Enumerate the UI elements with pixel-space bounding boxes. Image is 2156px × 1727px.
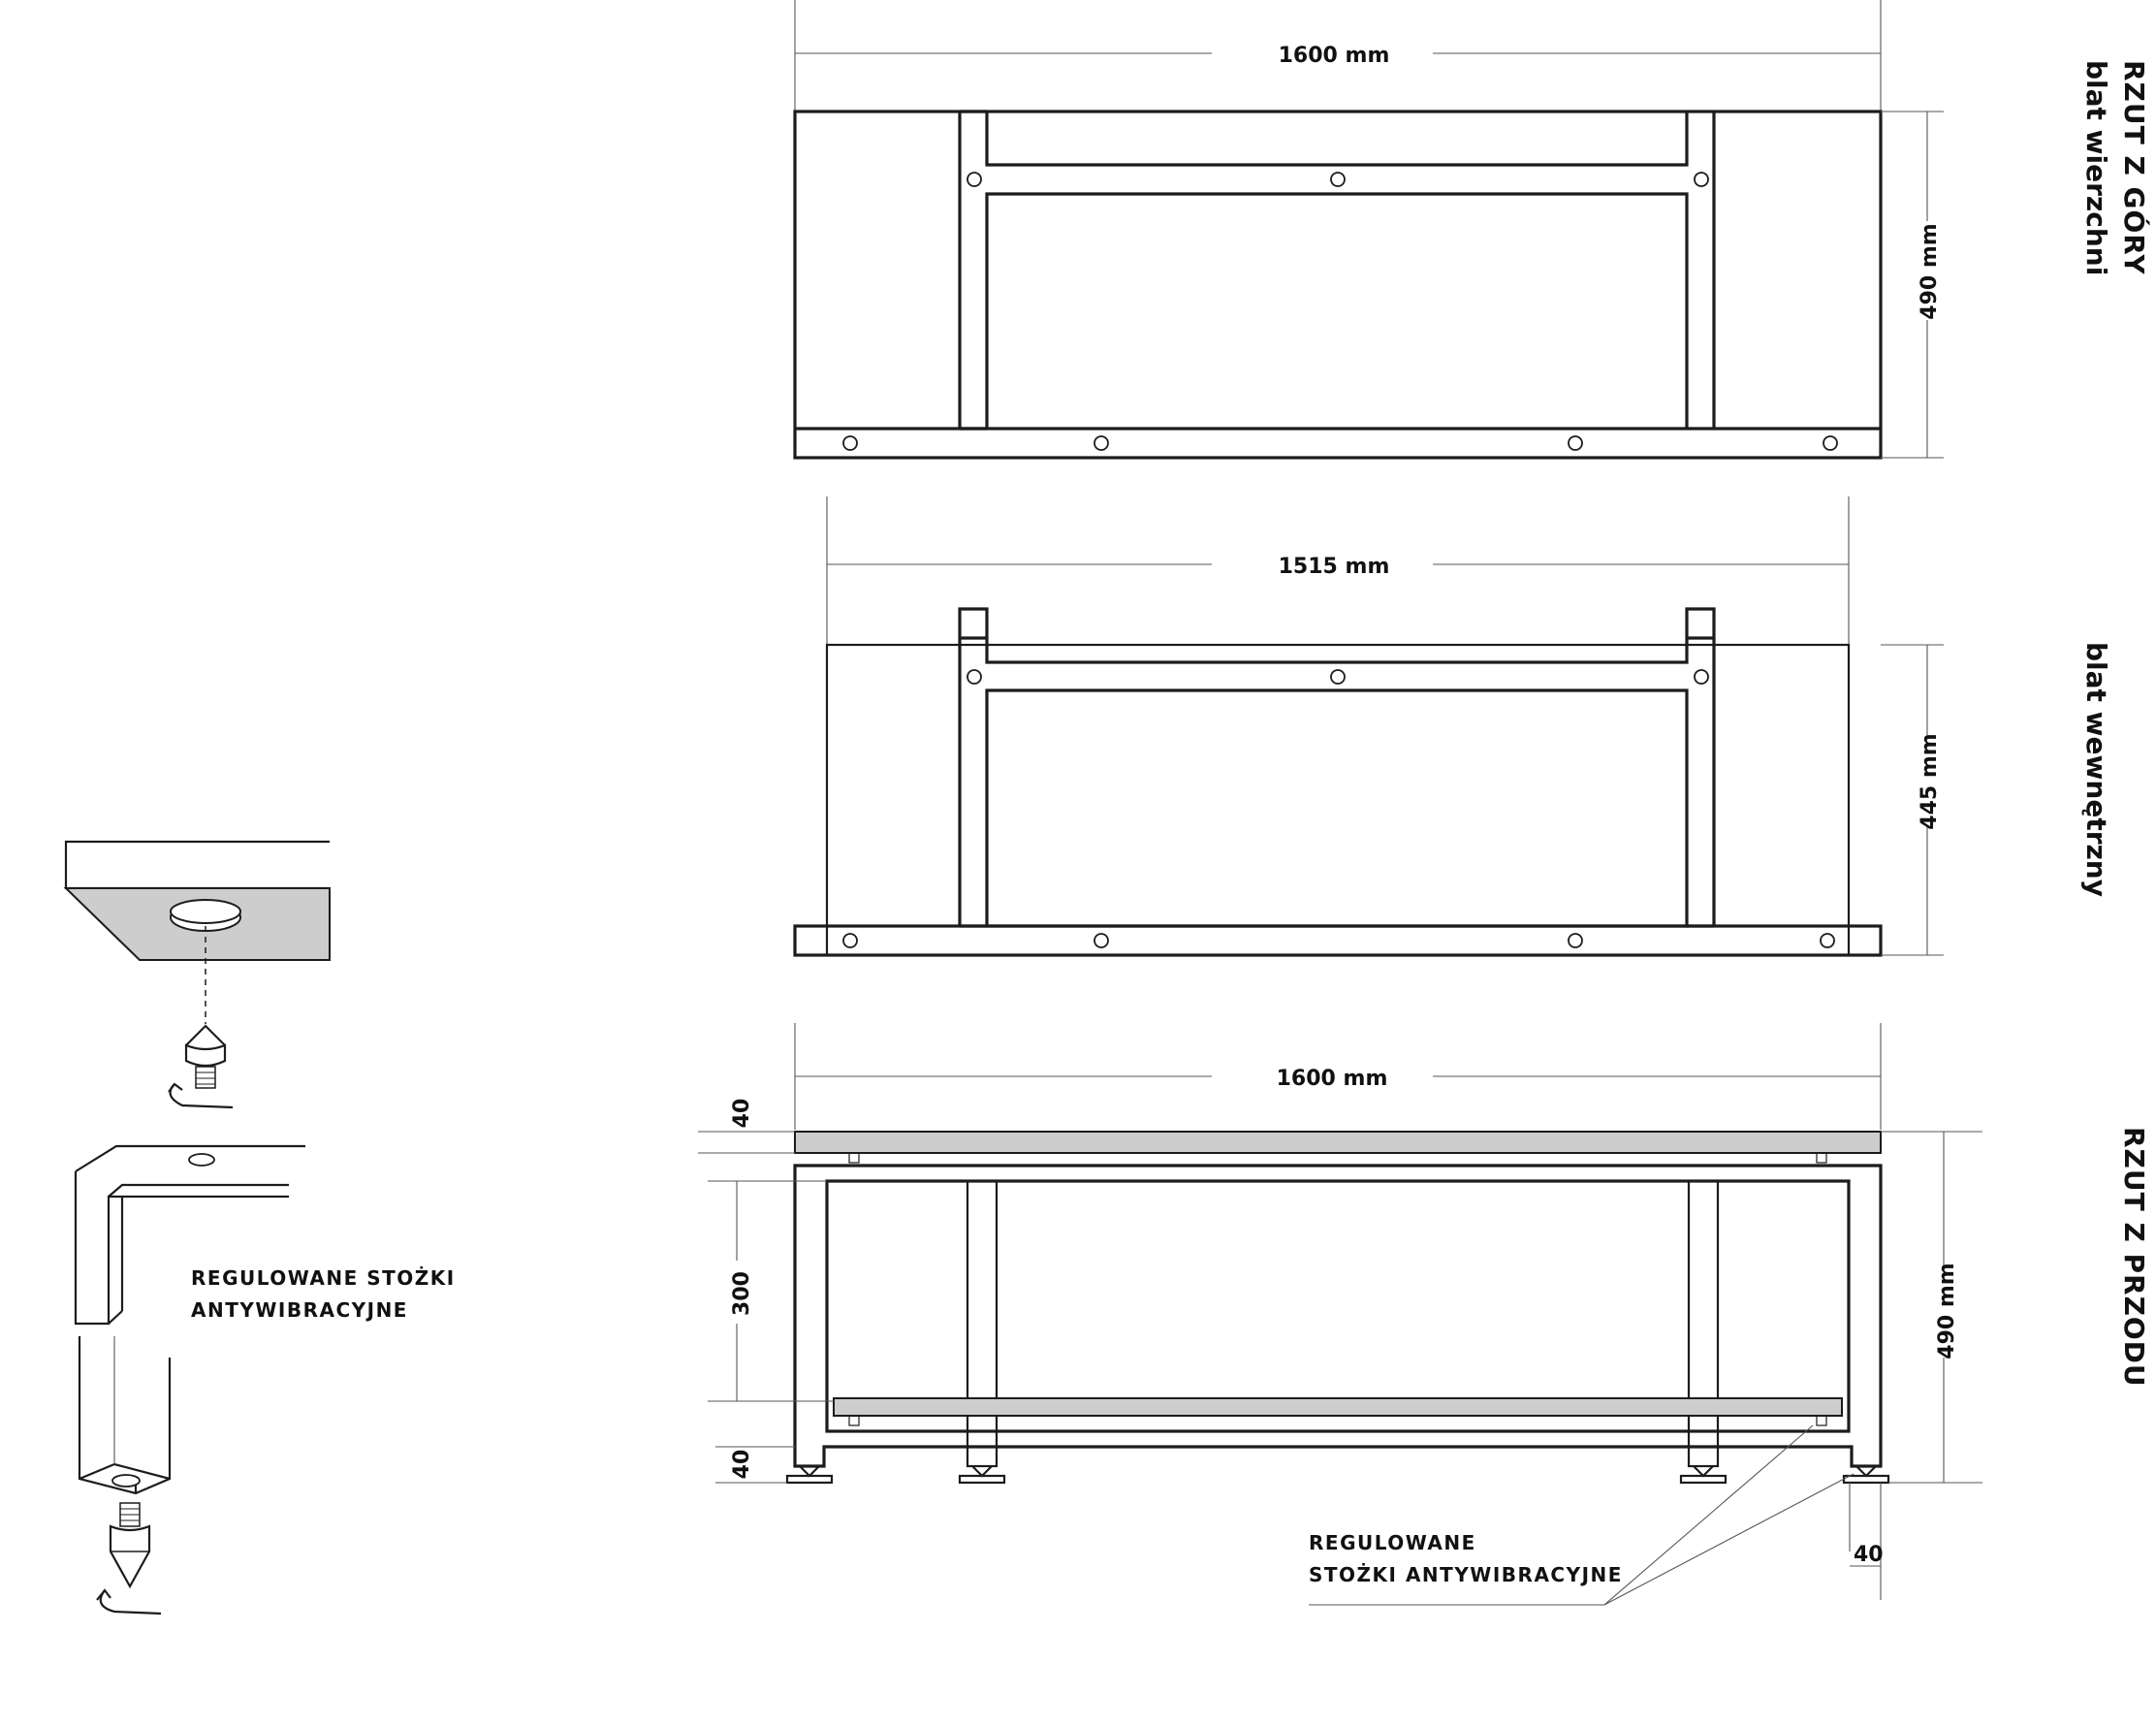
foot-4 <box>1844 1466 1888 1483</box>
front-width-label: 1600 mm <box>1276 1067 1388 1091</box>
cones-right-line2: STOŻKI ANTYWIBRACYJNE <box>1309 1563 1623 1586</box>
inner-view-subtitle: blat wewnętrzny <box>2080 642 2112 897</box>
cones-right-line1: REGULOWANE <box>1309 1531 1476 1554</box>
front-view <box>698 1023 1982 1605</box>
foot-2 <box>960 1466 1004 1483</box>
inner-depth-label: 445 mm <box>1918 733 1942 830</box>
front-height-label: 490 mm <box>1935 1263 1959 1359</box>
top-depth-label: 490 mm <box>1918 223 1942 320</box>
top-width-label: 1600 mm <box>1278 44 1390 68</box>
cones-left-line2: ANTYWIBRACYJNE <box>191 1298 408 1322</box>
front-view-title: RZUT Z PRZODU <box>2118 1127 2150 1388</box>
foot-3 <box>1681 1466 1726 1483</box>
cone-detail <box>66 842 456 1614</box>
top-view <box>795 0 1944 458</box>
top-view-title: RZUT Z GÓRY <box>2118 60 2150 275</box>
top-thickness-label: 40 <box>730 1098 754 1129</box>
foot-height-label: 40 <box>1854 1543 1884 1567</box>
top-view-subtitle: blat wierzchni <box>2080 60 2112 276</box>
shelf-gap-label: 40 <box>730 1449 754 1480</box>
clearance-label: 300 <box>730 1271 754 1316</box>
foot-1 <box>787 1466 832 1483</box>
cones-left-line1: REGULOWANE STOŻKI <box>191 1266 456 1290</box>
inner-view <box>795 496 1944 955</box>
titles <box>2080 60 2151 1388</box>
inner-width-label: 1515 mm <box>1278 555 1390 579</box>
